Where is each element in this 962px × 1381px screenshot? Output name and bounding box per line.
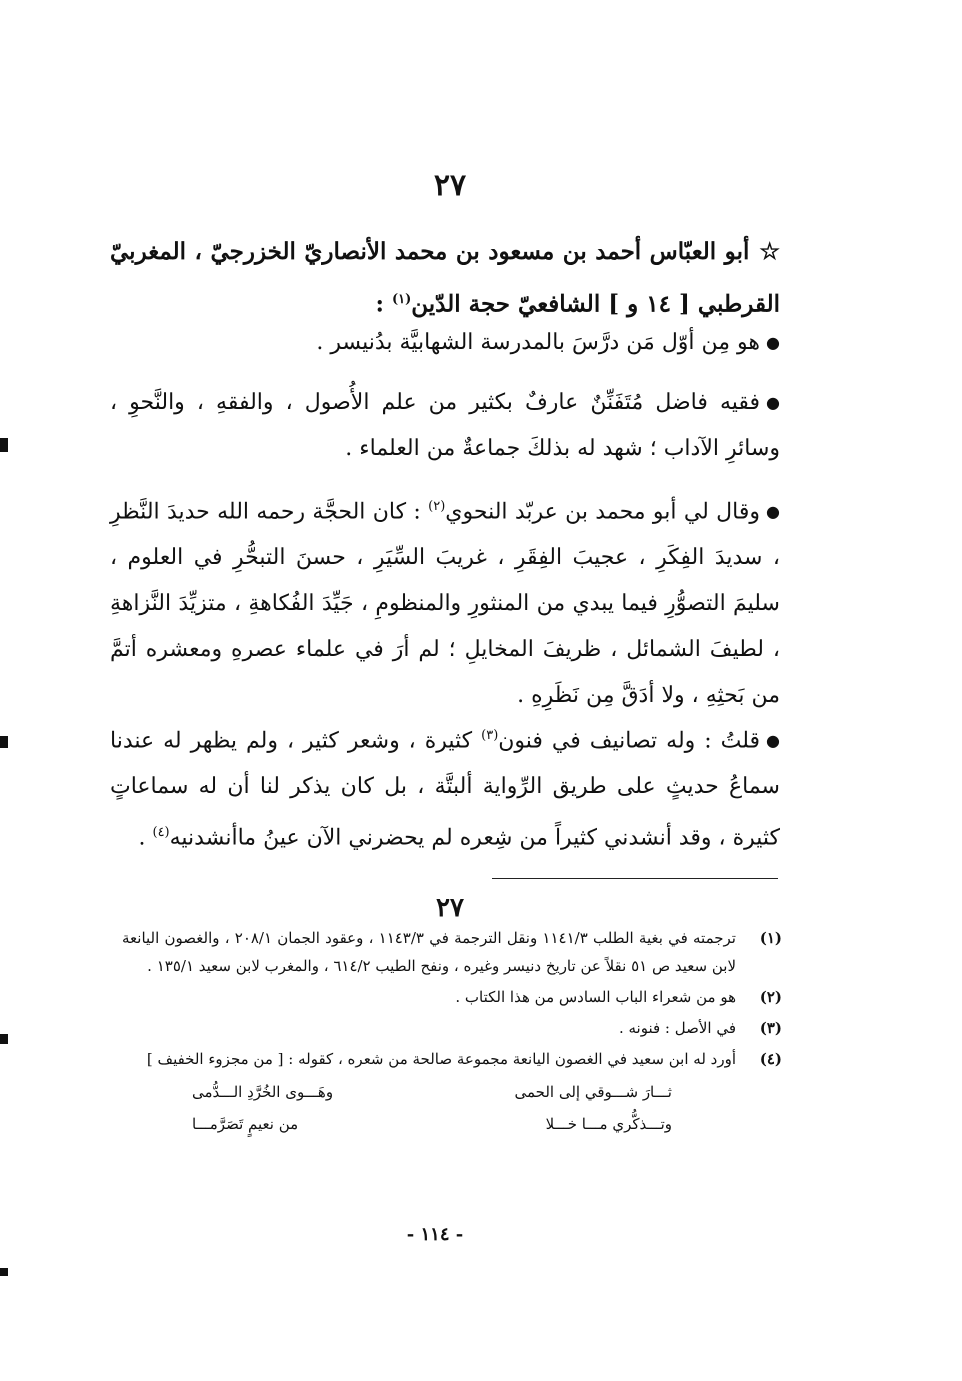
footnote-mark: (٤) [759,1050,782,1068]
footnote-mark: (٢) [759,988,782,1006]
footnote-mark: (١) [759,929,782,947]
verse-hemistich-left: وهَـــوى الخُرَّدِ الـــدُّمى [192,1083,334,1101]
verse-hemistich-right: وتـــذكُّري مـــا خـــلا [545,1115,672,1133]
entry-heading [110,228,780,329]
footnotes [122,924,782,1140]
page-number: - ١١٤ - [406,1224,464,1245]
paragraph-2 [110,380,780,472]
footnote-ref-1: (١) [391,292,412,307]
footnote-text: أورد له ابن سعيد في الغصون اليانعة مجموعة صالحة من شعره ، كقوله : [ من مجزوء الخفيف ] [146,1050,736,1068]
footnote-item [122,924,782,980]
bullet-icon: ● [766,393,780,412]
bullet-icon: ● [766,731,781,751]
paragraph-2-text: فقيه فاضل مُتَفَنِّنٌ عارفٌ بكثير من علم الأُصول ، والفقهِ ، والنَّحوِ ، وسائرِ الآداب ؛ شهد له بذلكَ جماعةٌ من العلماء . [110,390,780,461]
footnote-text: ترجمته في بغية الطلب ١١٤١/٣ ونقل الترجمة في ١١٤٣/٣ ، وعقود الجمان ٢٠٨/١ ، والغصون اليانعة لابن سعيد ص ٥١ نقلاً عن تاريخ دنيسر وغيره ، ونفح الطيب ٦١٤/٢ ، والمغرب لابن سعيد ١٣٥/١ . [122,929,736,975]
paragraph-1-text: هو مِن أوّل مَن درَّسَ بالمدرسة الشهابيَّة بدُنيسر . [316,330,761,355]
paragraph-3-text-a: وقال لي أبو محمد بن عربّد النحوي [445,499,761,525]
paragraph-3-text-b: : كان الحجَّة رحمه الله حديدَ النَّظرِ ، سديدَ الفِكَرِ ، عجيبَ الفِقَرِ ، غريبَ السِّيَرِ ، حسنَ التبحُّرِ في العلوم ، سليمَ التصوُّرِ فيما يبدي من المنثورِ والمنظومِ ، جَيِّدَ الفُكاهةِ ، متزيِّدَ النَّزاهةِ ، لطيفَ الشمائل ، ظريفَ المخايلِ ؛ لم أرَ في علماء عصرهِ ومعشره أتمَّ من بَحثِهِ ، ولا أدَقَّ مِن نَظَرِهِ . [110,499,780,709]
footnote-ref-3: (٣) [481,728,499,743]
footnote-mark: (٣) [759,1019,782,1037]
paragraph-1 [110,320,780,366]
bullet-icon: ● [766,333,780,352]
paragraph-4-text-b: كثيرة ، وشعر كثير ، ولم يظهر له عندنا سماعُ حديثٍ على طريق الرِّواية ألبتَّة ، بل كان يذكر لنا أن له سماعاتٍ كثيرة ، وقد أنشدني كثيراً من شِعره لم يحضرني الآن عينُ ماأنشدنيه [110,728,780,851]
footnote-item [122,1045,782,1073]
scan-edge-mark [0,1034,8,1044]
paragraph-3 [110,484,780,719]
footnote-text: في الأصل : فنونه . [618,1019,736,1037]
bullet-icon: ● [766,502,780,522]
paragraph-4-text-c: . [138,825,153,851]
footnote-entry-number: ٢٧ [436,893,464,923]
paragraph-4 [110,713,780,862]
footnote-ref-4: (٤) [152,825,170,841]
verse-hemistich-left: من نعيمٍ تَصَرَّمـــا [192,1115,299,1133]
verse-hemistich-right: ثـــارَ شـــوقي إلى الحمى [514,1083,672,1101]
footnote-divider [492,878,778,879]
scan-edge-mark [0,1268,8,1276]
heading-text: أبو العبّاس أحمد بن مسعود بن محمد الأنصاريّ الخزرجيّ ، المغربيّ القرطبي [ ١٤ و ] الشافعيّ حجة الدّين [110,238,780,318]
verse-line [192,1076,672,1108]
paragraph-4-text-a: قلتُ : وله تصانيف في فنون [498,728,761,754]
heading-tail: : [375,290,392,318]
footnote-item [122,1014,782,1042]
footnote-item [122,983,782,1011]
entry-number: ٢٧ [433,168,467,203]
scan-edge-mark [0,736,8,748]
star-icon: ☆ [759,238,780,265]
scan-edge-mark [0,438,8,452]
footnote-text: هو من شعراء الباب السادس من هذا الكتاب . [455,988,736,1006]
verse-line [192,1108,672,1140]
footnote-ref-2: (٢) [428,499,446,514]
